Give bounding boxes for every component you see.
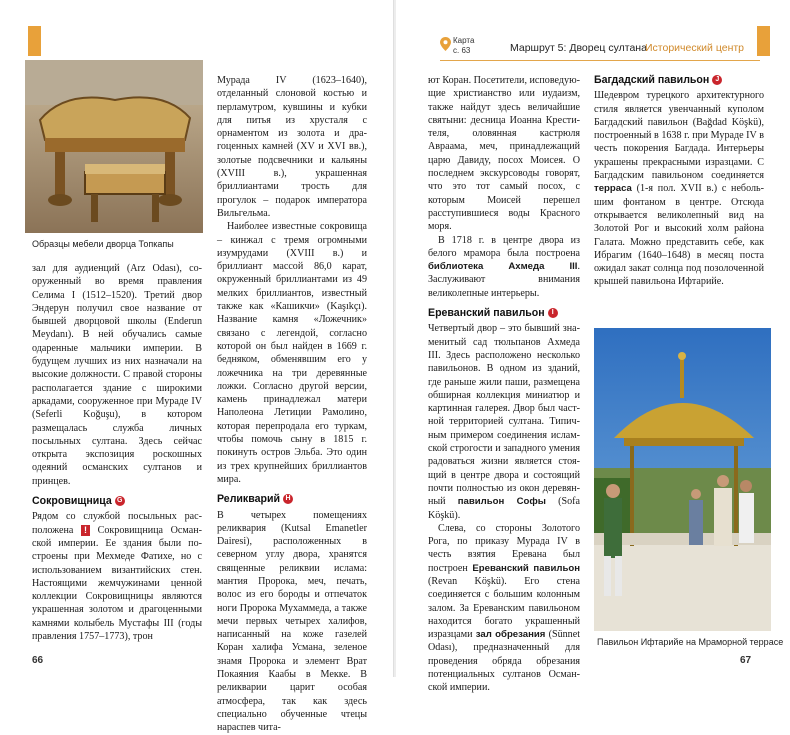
section-heading-baghdad: Багдадский павильон J <box>594 74 764 87</box>
right-column-1 <box>428 74 580 695</box>
paragraph: Четвертый двор – это бывший знаменитый сад тюльпанов Ахмеда III. Здесь расположено несколько павильонов. В одном из зданий, где раньше жили паши, размещена обширная коллекция миниатюр и картинная галерея. Двор был частной территорией султана. Типичным примером соединения исламской строгости и западного умения радоваться жизни является стоящий в центре двора и состоящий почти полностью из окон деревянный павильон Софы (Sofa Köşkü). <box>428 323 580 521</box>
left-column-2 <box>217 74 367 735</box>
paragraph: Рядом со службой посыльных расположена ! Сокровищница Османской империи. Ее здания были построены при Мехмеде Фатихе, но с использованием византийских стен. Настоящими жемчужинами ценной коллекции Сокровищницы являются украшенная золотом и драгоценными камнями колыбель Мустафы III (годы правления 1757–1773), трон <box>32 511 202 643</box>
right-column-2 <box>594 74 764 289</box>
paragraph: Шедевром турецкого архитектурного стиля является увенчанный куполом Багдадский павильон (Bağdad Köşkü), построенный в 1638 г. при Мураде IV в честь покорения Багдада. Интерьеры украшены прекрасными изразцами. С Багдадским павильоном соединяется терраса (1-я пол. XVII в.) с небольшим фонтаном в центре. Отсюда открывается великолепный вид на Золотой Рог и высокий холм района Галата. Можно представить себе, как Ибрагим (1640–1648) в месяц поста ожидал закат солнца под позолоченной крышей павильона Ифтарийе. <box>594 90 764 288</box>
map-page-ref: с. 63 <box>453 46 471 55</box>
paragraph: зал для аудиенций (Arz Odası), сооруженный во время правления Селима I (1512–1520). Третий двор Эндерун получил свое название от бывшей дворцовой школы (Enderun Meydanı). В ней обучались самые одаренные мальчики империи. В будущем лучших из них назначали на высокие должности. С правой стороны располагается здание с широкими аркадами, сооруженное при Мураде IV (Seferli Koğuşu), в котором размещалась служба личных посыльных султана. Здесь сейчас открыта экспозиция роскошных одеяний османских султанов и принцев. <box>32 263 202 487</box>
map-marker-badge: G <box>115 496 125 506</box>
paragraph: Мурада IV (1623–1640), отделанный слоновой костью и перламутром, кувшины и кубки для питья из хрусталя с орнаментом из золота и драгоценных камней (XV и XVI вв.), золотые подсвечники и кальяны (XVIII в.), украшенная бриллиантами трость для прогулок – подарок императора Вильгельма. <box>217 75 367 219</box>
section-heading-reliquary: Реликварий H <box>217 493 367 506</box>
paragraph: Наиболее известные сокровища – кинжал с тремя огромными изумрудами (XVIII в.) и бриллиант массой 86,0 карат, окруженный бриллиантами из 49 мелких бриллиантов, известный также как «Кашикчи» (Kaşıkçı). Название камня «Ложечник» связано с легендой, согласно которой он был найден в 1669 г. бедняком, обменявшим его у ложечника на три деревянные ложки. Согласно другой версии, камень принадлежал матери Наполеона Летиции Рамолино, которая перепродала его туркам, чтобы помочь сыну в 1815 г. покинуть остров Эльба. Это один из трех крупнейших бриллиантов мира. <box>217 221 367 485</box>
furniture-photo <box>25 60 203 233</box>
image-caption-right: Павильон Ифтарийе на Мраморной террасе <box>597 637 784 647</box>
warning-icon: ! <box>81 525 90 536</box>
map-label: Карта <box>453 36 475 45</box>
section-heading-yerevan: Ереванский павильон I <box>428 307 580 320</box>
paragraph: В 1718 г. в центре двора из белого мрамора была построена библиотека Ахмеда III. Заслуживают внимания великолепные интерьеры. <box>428 234 580 299</box>
image-caption-left: Образцы мебели дворца Топкапы <box>32 239 174 249</box>
paragraph: Слева, со стороны Золотого Рога, по приказу Мурада IV в честь взятия Еревана был построен Ереванский павильон (Revan Köşkü). Его стена соединяется с большим колонным залом. За Ереванским павильоном находится богато украшенный изразцами зал обрезания (Sünnet Odası), предназначенный для проведения обряда обрезания потенциальных султанов Османской империи. <box>428 522 580 694</box>
iftariye-pavilion-photo <box>594 328 771 631</box>
map-marker-badge: I <box>548 308 558 318</box>
map-pin-icon <box>440 37 451 51</box>
running-header <box>440 34 760 61</box>
left-column-1 <box>32 262 202 643</box>
paragraph: ют Коран. Посетители, исповедующие христианство или иудаизм, также найдут здесь величайшие святыни: десница Иоанна Крестителя, оловянная кастрюля Авраама, меч, принадлежащий царю Давиду, посох Моисея. О последнем экскурсоводы говорят, что это тот самый посох, с которым Моисей перешел расступившиеся воды Красного моря. <box>428 75 580 233</box>
map-marker-badge: J <box>712 75 722 85</box>
map-marker-badge: H <box>283 494 293 504</box>
route-title: Маршрут 5: Дворец султана <box>510 42 647 54</box>
section-title: Исторический центр <box>645 42 745 54</box>
page-number-left: 66 <box>32 655 44 666</box>
paragraph: В четырех помещениях реликвария (Kutsal Emanetler Dairesi), расположенных в северном углу двора, хранятся священные реликвии ислама: мантия Пророка, меч, печать, волос из его бороды и отпечаток ноги Пророка Мухаммеда, а также мечи первых четырех халифов, написанный на коже газелей Коран халифа Усмана, зеленое знамя Пророка и элемент Врат Покаяния Каабы в Мекке. В реликварии царит особая атмосфера, так как здесь специально обученные чтецы нараспев чита- <box>217 509 367 734</box>
section-heading-treasury: Сокровищница G <box>32 495 202 508</box>
left-page <box>0 0 394 734</box>
page-number-right: 67 <box>740 655 752 666</box>
chapter-tab-left <box>28 26 41 56</box>
